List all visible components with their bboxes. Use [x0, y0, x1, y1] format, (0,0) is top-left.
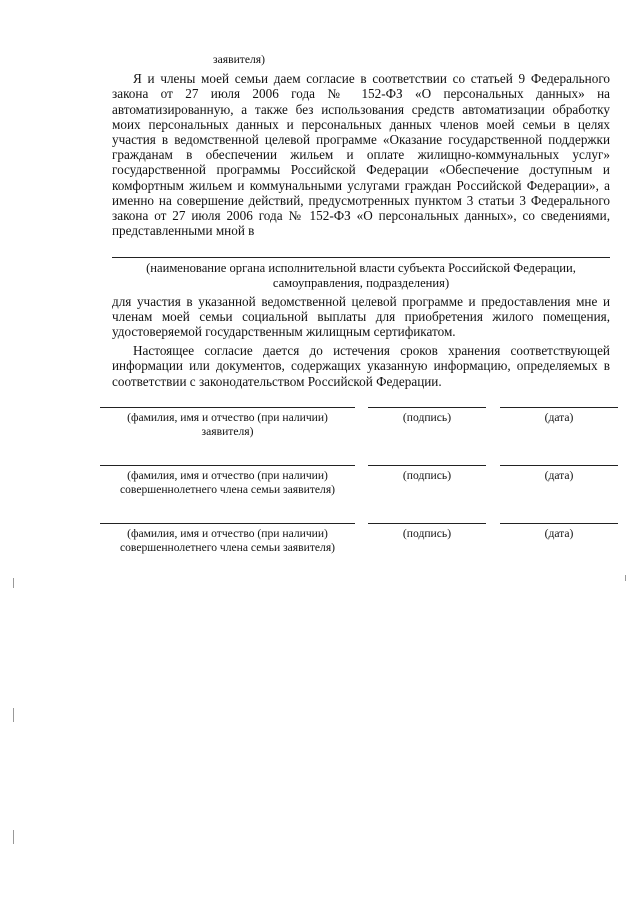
signature-rule: [368, 465, 486, 466]
signature-caption: (подпись): [402, 411, 452, 424]
consent-line: представленными мной в: [112, 223, 255, 238]
signature-rule: [368, 523, 486, 524]
purpose-line: для участия в указанной ведомственной целевой программе и предоставления мне и: [112, 294, 610, 309]
name-caption: (фамилия, имя и отчество (при наличии): [127, 469, 328, 482]
validity-line: соответствии с законодательством Российской Федерации.: [112, 374, 442, 389]
consent-line: участия в ведомственной целевой программе «Оказание государственной поддержки: [112, 132, 610, 147]
signature-caption: (подпись): [402, 527, 452, 540]
name-rule: [100, 407, 355, 408]
consent-line: комфортным жильем и коммунальными услугами граждан Российской Федерации», а: [112, 178, 610, 193]
date-rule: [500, 523, 618, 524]
consent-line: Я и члены моей семьи даем согласие в соответствии со статьей 9 Федерального: [133, 71, 610, 86]
date-caption: (дата): [544, 469, 574, 482]
date-rule: [500, 465, 618, 466]
validity-line: информации или документов, содержащих указанную информацию, определяемых в: [112, 358, 610, 373]
header-fragment: заявителя): [213, 53, 265, 66]
consent-line: автоматизированную, а также без использования средств автоматизации обработку: [112, 102, 610, 117]
consent-line: государственной программы Российской Федерации «Обеспечение доступным и: [112, 162, 610, 177]
name-caption: (фамилия, имя и отчество (при наличии): [127, 411, 328, 424]
scan-mark: [13, 830, 14, 844]
consent-line: закона от 27 июля 2006 года № 152-ФЗ «О персональных данных», со сведениями,: [112, 208, 610, 223]
validity-line: Настоящее согласие дается до истечения сроков хранения соответствующей: [133, 343, 610, 358]
purpose-line: членам моей семьи социальной выплаты для приобретения жилого помещения,: [112, 309, 610, 324]
scan-mark: [625, 575, 626, 581]
consent-line: именно на совершение действий, предусмотренных пунктом 3 статьи 3 Федерального: [112, 193, 610, 208]
name-caption: совершеннолетнего члена семьи заявителя): [119, 541, 336, 554]
consent-line: закона от 27 июля 2006 года № 152-ФЗ «О персональных данных» на: [112, 86, 610, 101]
date-rule: [500, 407, 618, 408]
organ-caption-line: (наименование органа исполнительной власти субъекта Российской Федерации,: [146, 261, 576, 275]
signature-rule: [368, 407, 486, 408]
signature-caption: (подпись): [402, 469, 452, 482]
name-caption: (фамилия, имя и отчество (при наличии): [127, 527, 328, 540]
name-rule: [100, 523, 355, 524]
date-caption: (дата): [544, 411, 574, 424]
organ-name-rule: [112, 257, 610, 258]
organ-caption-line: самоуправления, подразделения): [272, 276, 450, 290]
name-caption: заявителя): [201, 425, 254, 438]
name-rule: [100, 465, 355, 466]
consent-line: моих персональных данных и персональных данных членов моей семьи в целях: [112, 117, 610, 132]
scan-mark: [13, 708, 14, 722]
consent-line: гражданам в обеспечении жильем и оплате жилищно-коммунальных услуг»: [112, 147, 610, 162]
scan-mark: [13, 578, 14, 588]
date-caption: (дата): [544, 527, 574, 540]
purpose-line: удостоверяемой государственным жилищным сертификатом.: [112, 324, 456, 339]
name-caption: совершеннолетнего члена семьи заявителя): [119, 483, 336, 496]
